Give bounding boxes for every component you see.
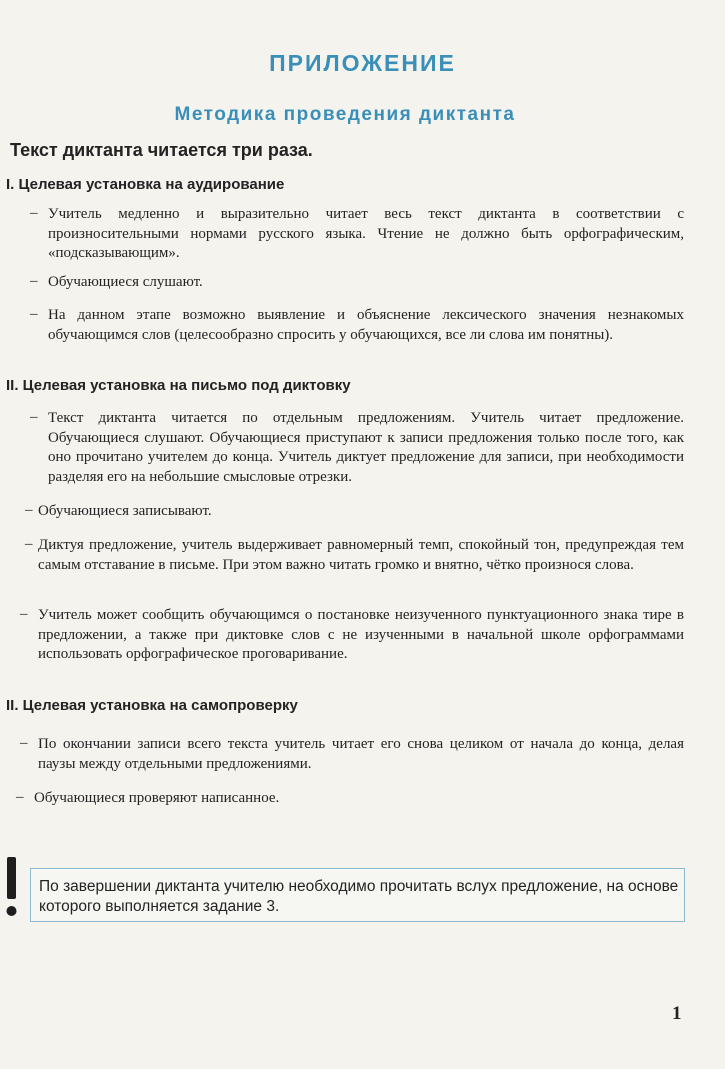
note-box (30, 868, 685, 922)
list-dash: – (30, 306, 38, 322)
list-dash: – (30, 409, 38, 425)
list-item: На данном этапе возможно выявление и объяснение лексического значения незнакомых обучающимся слов (целесообразно спросить у обучающихся, все ли слова им понятны). (48, 307, 684, 343)
exclamation-icon (0, 857, 24, 919)
list-item: По окончании записи всего текста учитель читает его снова целиком от начала до конца, делая паузы между отдельными предложениями. (38, 736, 684, 772)
list-item: Текст диктанта читается по отдельным предложениям. Учитель читает предложение. Обучающиеся слушают. Обучающиеся приступают к записи предложения только после того, как оно прочитано учителем до конца. Учитель диктует предложение для записи, при необходимости разделяя его на небольшие смысловые отрезки. (48, 410, 684, 485)
intro-text: Текст диктанта читается три раза. (10, 140, 313, 160)
list-item: Учитель медленно и выразительно читает весь текст диктанта в соответствии с произносительными нормами русского языка. Чтение не должно быть орфографическим, «подсказывающим». (48, 206, 684, 261)
list-dash: – (25, 502, 33, 518)
list-dash: – (20, 735, 28, 751)
list-item: Обучающиеся слушают. (48, 274, 203, 290)
page-number: 1 (672, 1003, 682, 1024)
page-subtitle: Методика проведения диктанта (174, 104, 516, 125)
list-item: Обучающиеся записывают. (38, 503, 212, 519)
list-item: Обучающиеся проверяют написанное. (34, 790, 280, 806)
list-dash: – (30, 273, 38, 289)
section-heading-selfcheck: II. Целевая установка на самопроверку (6, 697, 298, 714)
section-heading-dictation: II. Целевая установка на письмо под диктовку (6, 377, 351, 394)
list-dash: – (30, 205, 38, 221)
list-dash: – (16, 789, 24, 805)
list-dash: – (25, 536, 33, 552)
section-heading-listening: I. Целевая установка на аудирование (6, 176, 285, 193)
list-dash: – (20, 606, 28, 622)
list-item: Учитель может сообщить обучающимся о постановке неизученного пунктуационного знака тире в предложении, а также при диктовке слов с не изученными в начальной школе орфограммами использовать орфографическое проговаривание. (38, 607, 684, 662)
list-item: Диктуя предложение, учитель выдерживает равномерный темп, спокойный тон, предупреждая тем самым отставание в письме. При этом важно читать громко и внятно, чётко произнося слова. (38, 537, 684, 573)
page-title: ПРИЛОЖЕНИЕ (269, 50, 456, 76)
note-text: По завершении диктанта учителю необходимо прочитать вслух предложение, на основе которого выполняется задание 3. (39, 878, 679, 915)
